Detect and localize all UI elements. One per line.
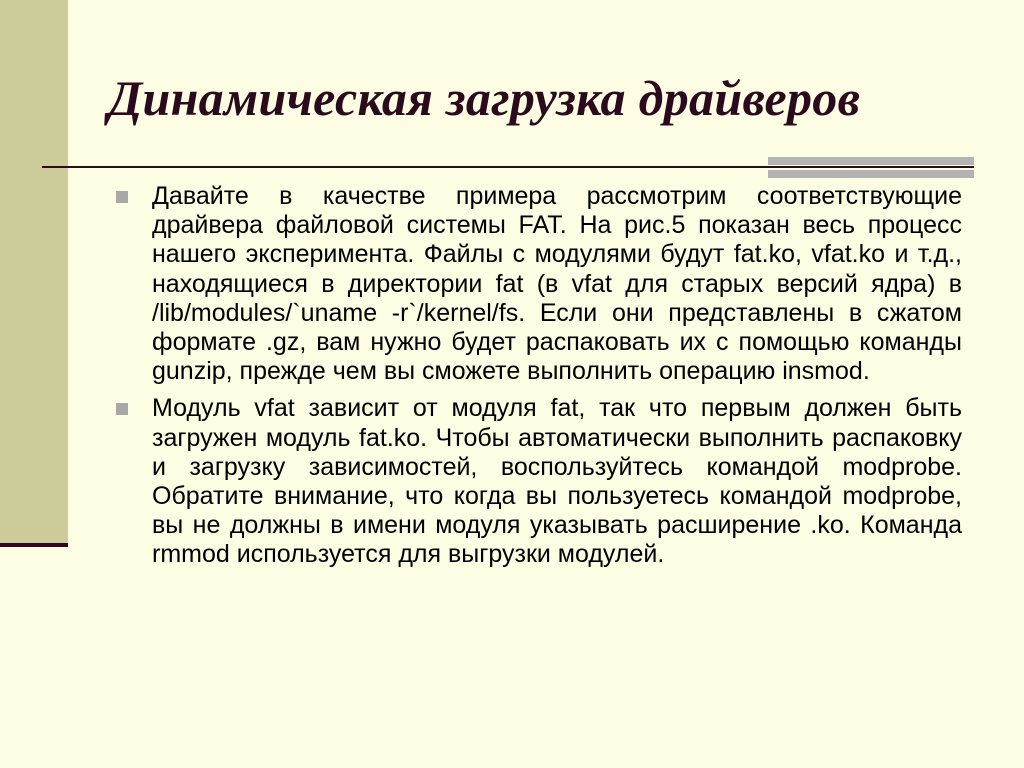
slide-body — [110, 182, 962, 578]
bullet-text: Давайте в качестве примера рассмотрим соответствующие драйвера файловой системы FAT. На рис.5 показан весь процесс нашего эксперимента. Файлы с модулями будут fat.ko, vfat.ko и т.д., находящиеся в директории fat (в vfat для старых версий ядра) в /lib/modules/`uname -r`/kernel/fs. Если они представлены в сжатом формате .gz, вам нужно будет распаковать их с помощью команды gunzip, прежде чем вы сможете выполнить операцию insmod. — [152, 182, 962, 386]
bullet-text: Модуль vfat зависит от модуля fat, так что первым должен быть загружен модуль fat.ko. Чтобы автоматически выполнить распаковку и загрузку зависимостей, воспользуйтесь командой modprobe. Обратите внимание, что когда вы пользуетесь командой modprobe, вы не должны в имени модуля указывать расширение .ko. Команда rmmod используется для выгрузки модулей. — [152, 394, 962, 569]
side-decor-band — [0, 0, 68, 546]
square-bullet-icon — [116, 191, 128, 203]
square-bullet-icon — [116, 403, 128, 415]
title-divider — [42, 166, 974, 168]
side-decor-line — [0, 543, 68, 547]
slide-title: Динамическая загрузка драйверов — [108, 70, 861, 126]
title-accent-bar-top — [768, 157, 974, 165]
bullet-item — [110, 394, 962, 569]
title-accent-bar-bottom — [768, 170, 974, 178]
bullet-item — [110, 182, 962, 386]
